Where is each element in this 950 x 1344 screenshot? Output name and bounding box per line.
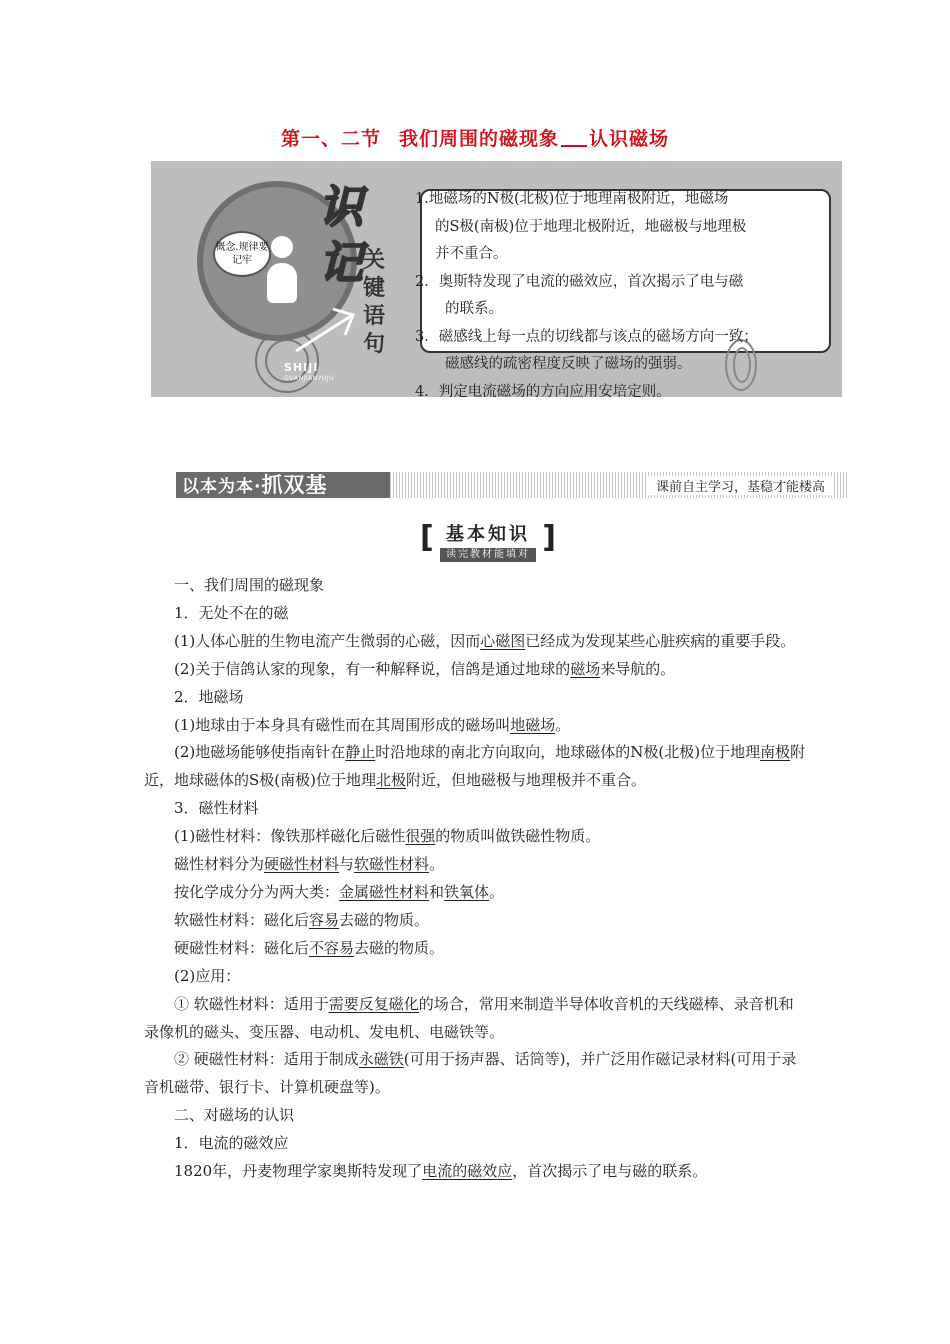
section-title-a: 以本为本· [182,477,262,497]
paragraph: (1)地球由于本身具有磁性而在其周围形成的磁场叫地磁场。 [174,715,571,734]
vertical-char: 语 [363,304,386,329]
point-1-line-1: 1.地磁场的N极(北极)位于地理南极附近，地磁场 [415,191,729,207]
paragraph: (2)地磁场能够使指南针在静止时沿地球的南北方向取向，地球磁体的N极(北极)位于地理南极附近，地球磁体的S极(南极)位于地理北极附近，但地磁极与地理极并不重合。 [144,743,806,790]
shiji-label: SHIJI [284,361,319,374]
subheading-4: 1．电流的磁效应 [174,1134,289,1153]
blank-answer: 磁场 [570,659,601,678]
point-3-line-1: 3．磁感线上每一点的切线都与该点的磁场方向一致； [415,328,758,345]
title-underline [561,145,587,147]
paragraph: (2)应用： [174,966,241,985]
section-header-bar [176,472,848,498]
bracket-right: ] [542,520,556,555]
blank-answer: 北极 [375,771,406,790]
person-body [267,263,297,303]
point-2-line-1: 2．奥斯特发现了电流的磁效应，首次揭示了电与磁 [415,273,744,290]
blank-answer: 需要反复磁化 [328,994,419,1013]
blank-answer: 地磁场 [510,715,556,734]
paragraph: 硬磁性材料：磁化后不容易去磁的物质。 [174,938,445,957]
speech-bubble: 概念.规律要记牢 [213,231,271,277]
person-icon [271,236,293,258]
blank-answer: 电流的磁效应 [422,1162,513,1181]
section-title-b: 抓双基 [261,473,328,497]
point-1-line-3: 并不重合。 [435,246,508,262]
paragraph: 磁性材料分为硬磁性材料与软磁性材料。 [174,855,445,874]
paragraph: 软磁性材料：磁化后容易去磁的物质。 [174,910,430,929]
blank-answer: 容易 [309,910,340,929]
blank-answer: 金属磁性材料 [339,882,430,901]
paragraph: (1)磁性材料：像铁那样磁化后磁性很强的物质叫做铁磁性物质。 [174,827,601,846]
section-stripe [390,472,848,498]
basic-knowledge-heading [420,520,556,562]
subheading-3: 3．磁性材料 [174,799,259,818]
section-title [176,472,390,498]
blank-answer: 很强 [405,827,436,846]
vertical-char: 关 [363,248,386,273]
paragraph: 按化学成分分为两大类：金属磁性材料和铁氧体。 [174,882,505,901]
content-body [144,572,808,1186]
blank-answer: 心磁图 [480,631,526,650]
arrow-icon [291,301,371,361]
blank-answer: 铁氧体 [444,882,490,901]
paragraph: ② 硬磁性材料：适用于制成永磁铁(可用于扬声器、话筒等)，并广泛用作磁记录材料(可用于录音机磁带、银行卡、计算机硬盘等)。 [144,1050,797,1097]
kbox-title: 基本知识 [446,524,530,545]
paragraph: (2)关于信鸽认家的现象，有一种解释说，信鸽是通过地球的磁场来导航的。 [174,659,676,678]
key-points-list [415,186,835,406]
point-2-line-2: 的联系。 [445,301,503,317]
paragraph: ① 软磁性材料：适用于需要反复磁化的场合，常用来制造半导体收音机的天线磁棒、录音机和录像机的磁头、变压器、电动机、发电机、电磁铁等。 [144,994,794,1041]
big-char-ji: 记 [319,238,363,289]
section-subtitle: 课前自主学习，基稳才能楼高 [648,476,833,495]
blank-answer: 硬磁性材料 [264,855,340,874]
blank-answer: 静止 [345,743,376,762]
point-1-line-2: 的S极(南极)位于地理北极附近，地磁极与地理极 [435,218,747,235]
title-part3: 认识磁场 [589,128,670,150]
shiji-sub-label: GUANJIANYUJU [284,375,334,382]
blank-answer: 南极 [760,743,791,762]
blank-answer: 软磁性材料 [354,855,430,874]
blank-answer: 不容易 [309,938,355,957]
vertical-char: 句 [363,332,386,357]
subheading-2: 2．地磁场 [174,687,244,706]
point-4-line-1: 4．判定电流磁场的方向应用安培定则。 [415,383,671,400]
kbox-subtitle: 读完教材能填对 [440,548,536,562]
bracket-left: [ [420,520,434,555]
heading-2: 二、对磁场的认识 [174,1106,295,1125]
point-3-line-2: 磁感线的疏密程度反映了磁场的强弱。 [445,356,692,372]
page-title [0,124,950,151]
paragraph: 1820年，丹麦物理学家奥斯特发现了电流的磁效应，首次揭示了电与磁的联系。 [174,1162,708,1181]
title-part2: 我们周围的磁现象 [398,128,559,150]
paragraph: (1)人体心脏的生物电流产生微弱的心磁，因而心磁图已经成为发现某些心脏疾病的重要手段。 [174,631,796,650]
big-char-shi: 识 [319,182,363,233]
blank-answer: 永磁铁 [358,1050,404,1069]
title-part1: 第一、二节 [280,128,381,150]
heading-1: 一、我们周围的磁现象 [174,576,325,594]
vertical-char: 键 [363,276,386,301]
subheading-1: 1．无处不在的磁 [174,603,289,622]
